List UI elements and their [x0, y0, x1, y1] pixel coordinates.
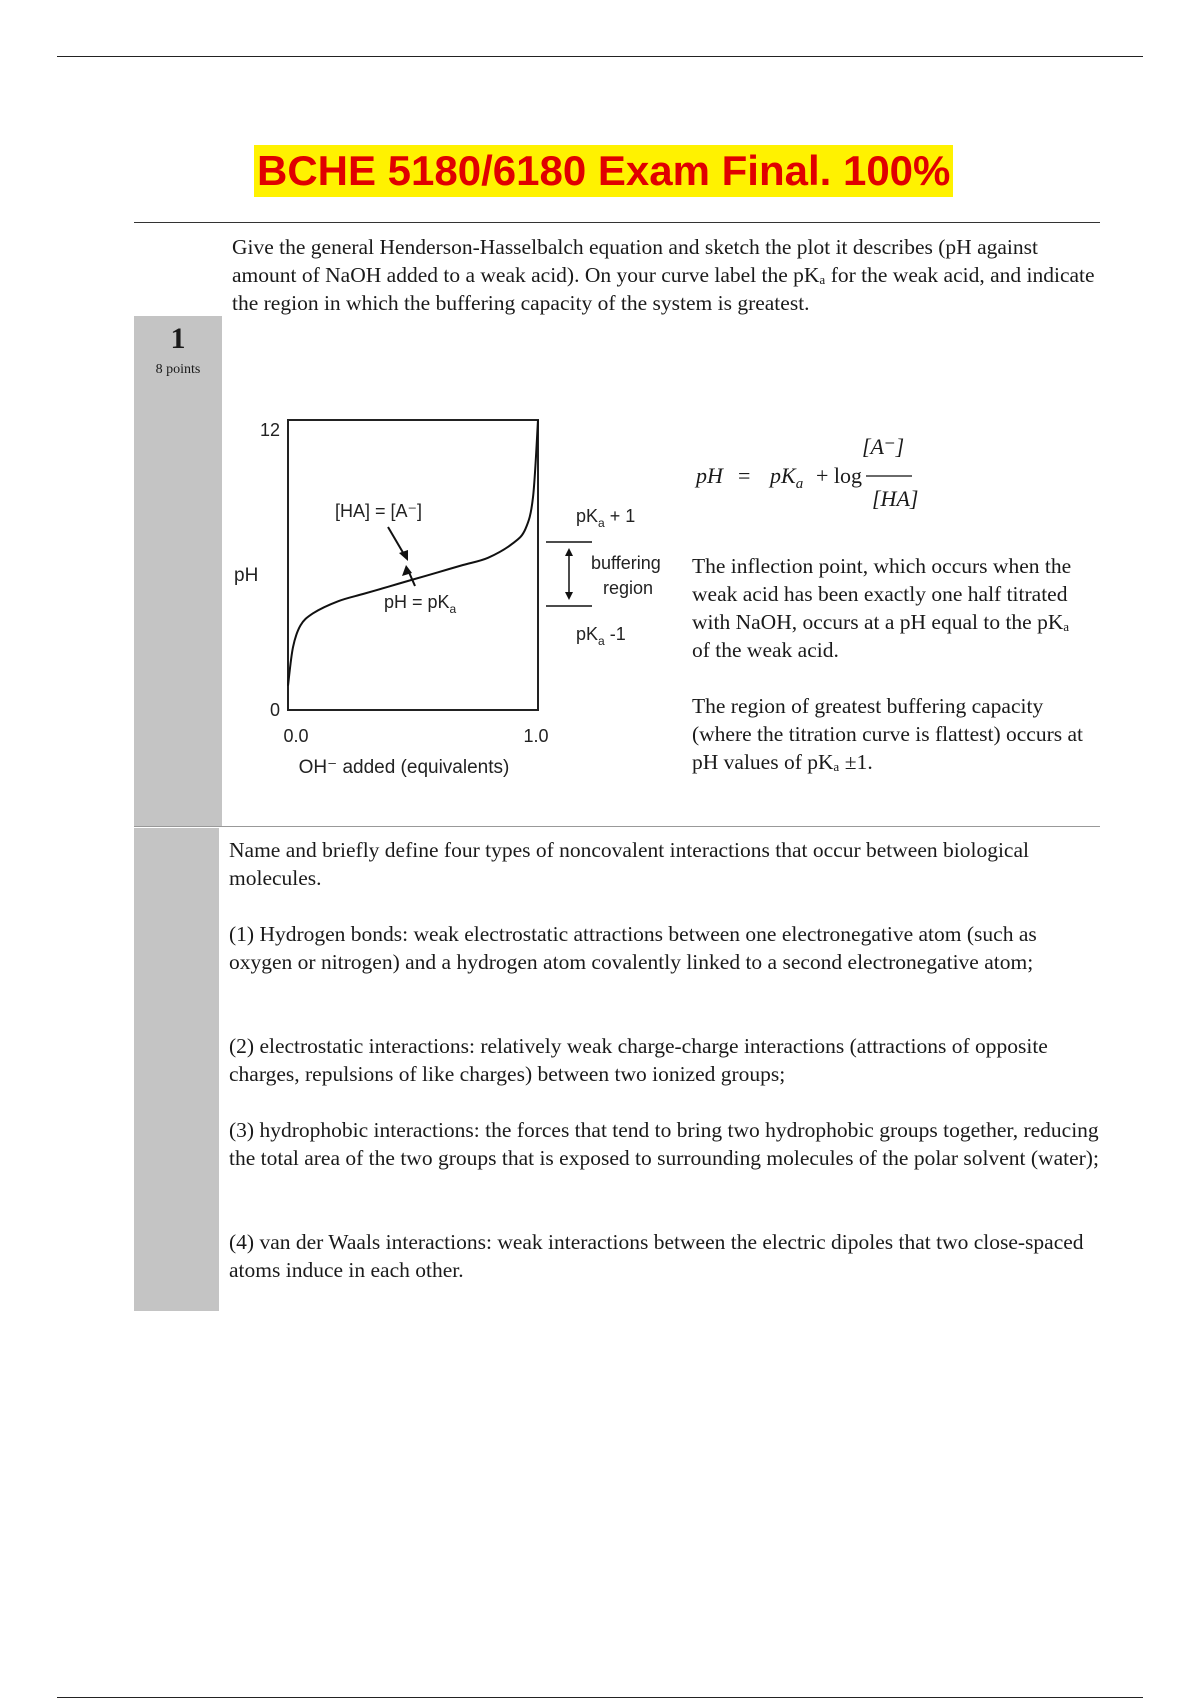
- equation-plus-log: + log: [816, 463, 863, 488]
- page-top-rule: [57, 56, 1143, 57]
- equation-pka: $pK_a$: [770, 463, 804, 492]
- equation-numerator: [A⁻]: [862, 434, 905, 459]
- plot-frame: [288, 420, 538, 710]
- question-1-gutter: [134, 316, 222, 826]
- annotation-ha-equals-a: [HA] = [A⁻]: [335, 501, 423, 521]
- question-number: 1: [170, 322, 186, 355]
- annotation-ph-equals-pka: pH = $pK_a$: [384, 592, 457, 616]
- x-tick-label: 0.0: [283, 726, 309, 746]
- question-2-prompt: Name and briefly define four types of noncovalent interactions that occur between biological molecules.: [229, 838, 1029, 890]
- question-2-gutter: [134, 828, 219, 1311]
- henderson-hasselbalch-equation: [690, 420, 930, 520]
- buffer-arrow-head-down: [565, 592, 573, 600]
- titration-curve-chart: [222, 410, 682, 780]
- equation-lhs: pH: [696, 463, 723, 488]
- question-divider: [134, 826, 1100, 827]
- answer-buffering-region: The region of greatest buffering capacity (where the titration curve is flattest) occurs at pH values of pKₐ ±1.: [692, 694, 1084, 774]
- annotation-pka-plus-1: $pK_a + 1$: [576, 506, 636, 530]
- page-bottom-rule: [57, 1697, 1143, 1698]
- equation-denominator: [HA]: [872, 486, 919, 511]
- annotation-region: region: [603, 578, 654, 598]
- annotation-buffering: buffering: [591, 553, 661, 573]
- page-title: BCHE 5180/6180 Exam Final. 100%: [254, 145, 953, 197]
- y-tick-label: 0: [269, 700, 280, 720]
- list-item: (3) hydrophobic interactions: the forces that tend to bring two hydrophobic groups together, reducing the total area of the two groups that is exposed to surrounding molecules of the polar solvent (water);: [229, 1118, 1099, 1170]
- equation-equals: =: [738, 463, 751, 488]
- question-points: 8 points: [155, 362, 201, 377]
- list-item: (2) electrostatic interactions: relatively weak charge-charge interactions (attractions of opposite charges, repulsions of like charges) between two ionized groups;: [229, 1034, 1048, 1086]
- buffer-arrow-head-up: [565, 548, 573, 556]
- answer-inflection-point: The inflection point, which occurs when the weak acid has been exactly one half titrated with NaOH, occurs at a pH equal to the pKₐ of the weak acid.: [692, 554, 1072, 662]
- list-item: (1) Hydrogen bonds: weak electrostatic attractions between one electronegative atom (such as oxygen or nitrogen) and a hydrogen atom covalently linked to a second electronegative atom;: [229, 922, 1037, 974]
- arrow-head-down: [399, 550, 408, 561]
- x-axis-label: OH⁻ added (equivalents): [298, 757, 510, 778]
- y-axis-label: pH: [234, 565, 259, 586]
- x-tick-label: 1.0: [523, 726, 549, 746]
- arrow-down-to-curve: [388, 527, 405, 556]
- titration-curve-line: [288, 420, 538, 686]
- question-1-prompt: Give the general Henderson-Hasselbalch equation and sketch the plot it describes (pH against amount of NaOH added to a weak acid). On your curve label the pKₐ for the weak acid, and indicate the region in which the buffering capacity of the system is greatest.: [232, 235, 1095, 315]
- y-tick-label: 12: [259, 420, 280, 440]
- list-item: (4) van der Waals interactions: weak interactions between the electric dipoles that two close-spaced atoms induce in each other.: [229, 1230, 1084, 1282]
- annotation-pka-minus-1: $pK_a$ -1: [576, 624, 626, 648]
- title-divider: [134, 222, 1100, 223]
